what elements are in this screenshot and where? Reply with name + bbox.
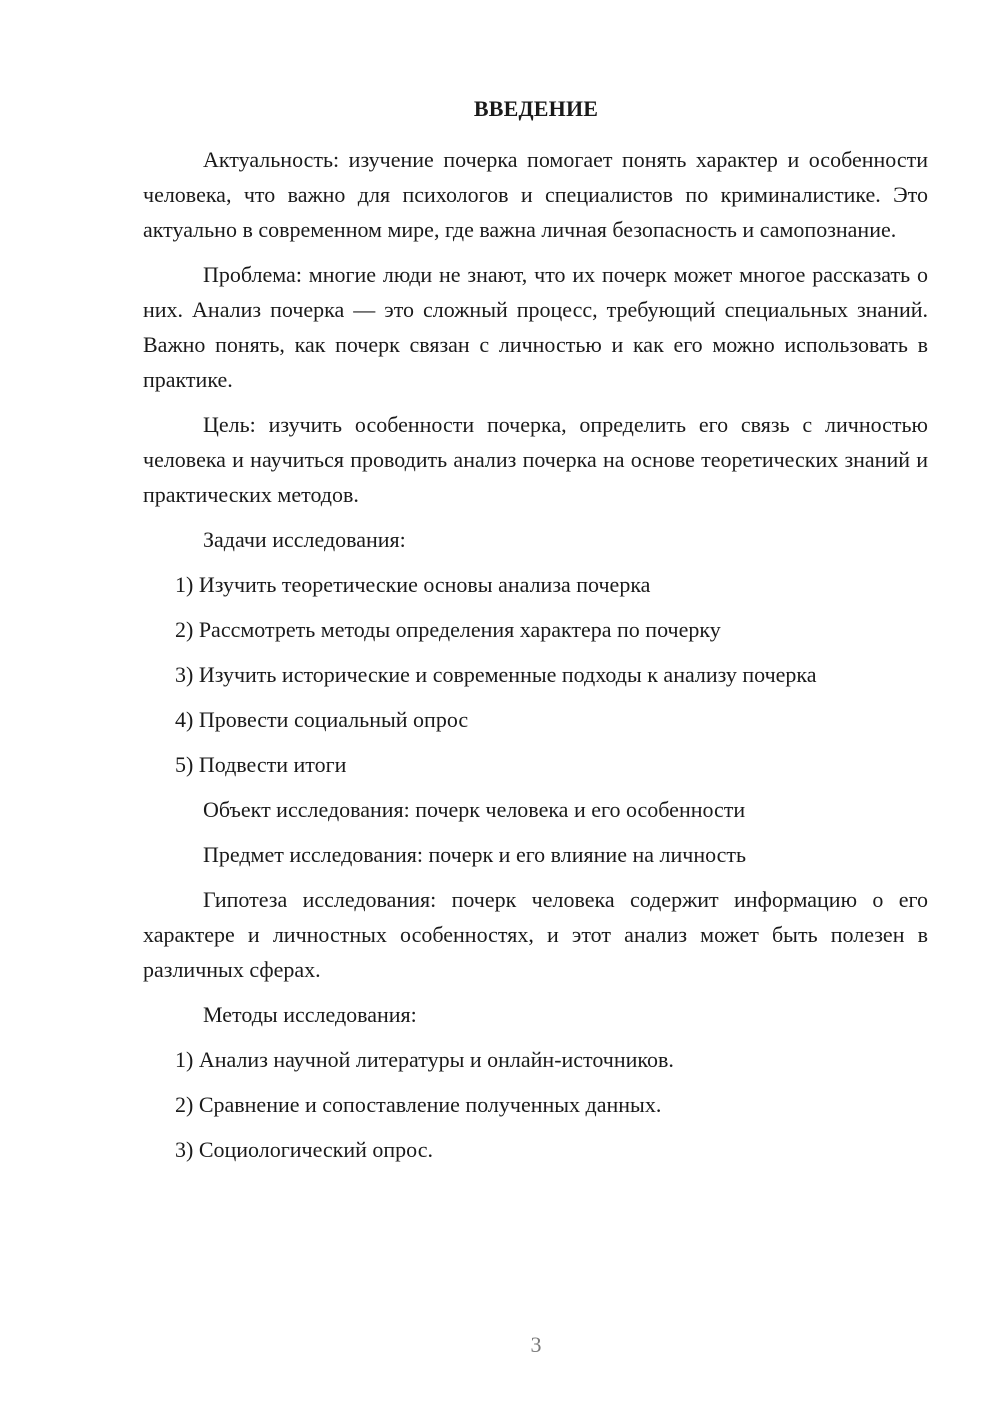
list-item: 1) Анализ научной литературы и онлайн-источников. [175,1047,674,1072]
problem-paragraph: Проблема: многие люди не знают, что их почерк может многое рассказать о них. Анализ почерка — это сложный процесс, требующий специальных знаний. Важно понять, как почерк связан с личностью и как его можно использовать в практике. [143,262,928,392]
hypothesis-paragraph: Гипотеза исследования: почерк человека содержит информацию о его характере и личностных особенностях, и этот анализ может быть полезен в различных сферах. [143,887,928,982]
tasks-list [143,567,928,782]
methods-list [143,1042,928,1167]
list-item: 2) Сравнение и сопоставление полученных данных. [175,1092,662,1117]
tasks-heading: Задачи исследования: [203,527,406,552]
section-heading: ВВЕДЕНИЕ [473,96,599,121]
methods-heading: Методы исследования: [203,1002,417,1027]
list-item: 1) Изучить теоретические основы анализа почерка [175,572,651,597]
list-item: 5) Подвести итоги [175,752,347,777]
relevance-paragraph: Актуальность: изучение почерка помогает понять характер и особенности человека, что важно для психологов и специалистов по криминалистике. Это актуально в современном мире, где важна личная безопасность и самопознание. [143,147,928,242]
list-item: 4) Провести социальный опрос [175,707,469,732]
body-text [143,142,928,1177]
list-item: 3) Социологический опрос. [175,1137,433,1162]
list-item: 2) Рассмотреть методы определения характера по почерку [175,617,721,642]
goal-paragraph: Цель: изучить особенности почерка, определить его связь с личностью человека и научиться проводить анализ почерка на основе теоретических знаний и практических методов. [143,412,928,507]
subject-paragraph: Предмет исследования: почерк и его влияние на личность [203,842,747,867]
page-number: 3 [530,1332,542,1357]
object-paragraph: Объект исследования: почерк человека и его особенности [203,797,746,822]
list-item: 3) Изучить исторические и современные подходы к анализу почерка [175,662,817,687]
